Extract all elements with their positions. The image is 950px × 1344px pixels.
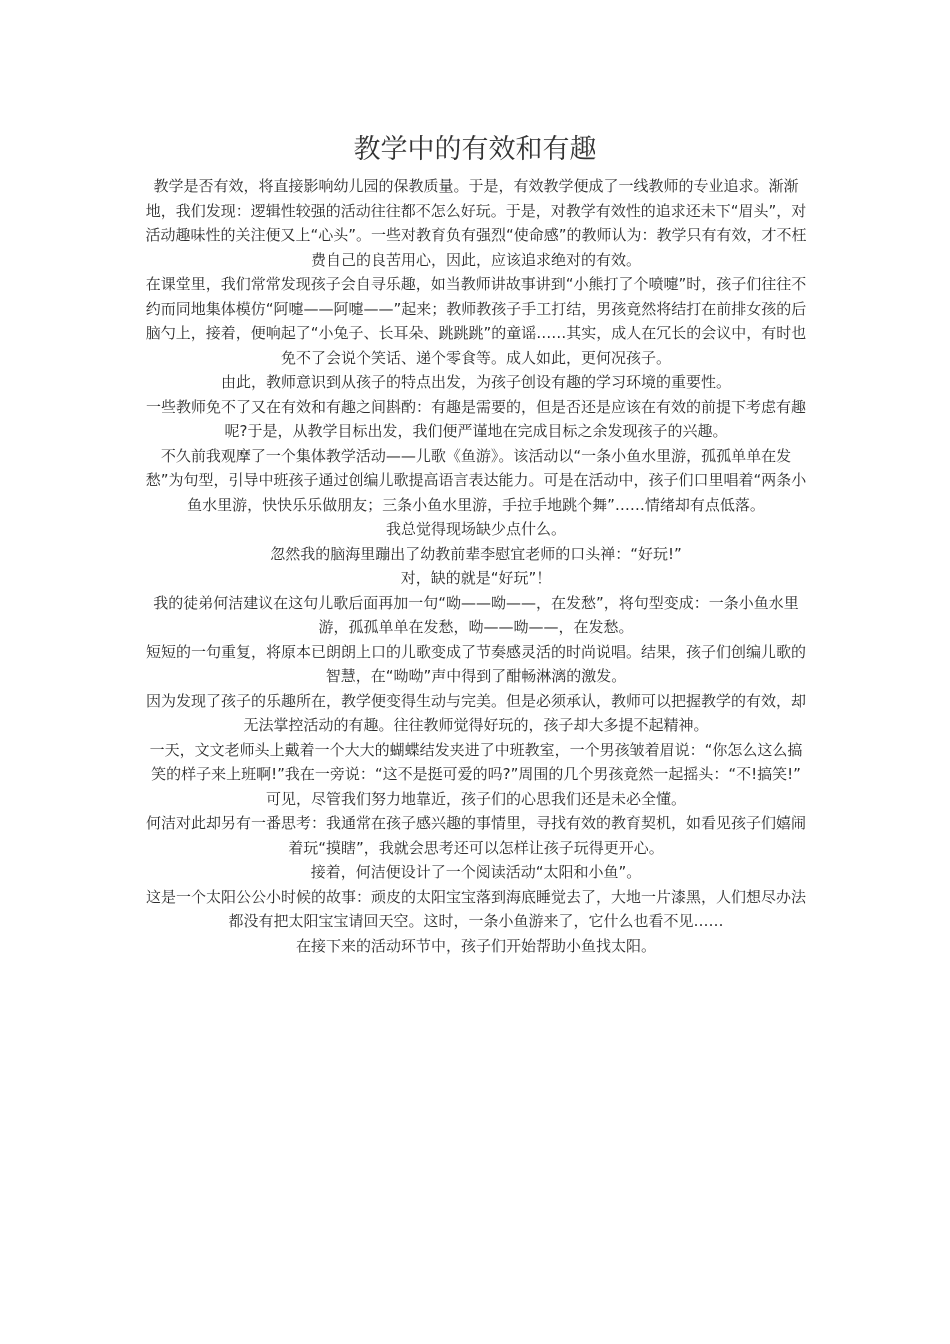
paragraph: 由此，教师意识到从孩子的特点出发，为孩子创设有趣的学习环境的重要性。 — [220, 373, 731, 391]
paragraph: 我总觉得现场缺少点什么。 — [385, 520, 566, 538]
document-body — [143, 174, 809, 958]
paragraph: 我的徒弟何洁建议在这句儿歌后面再加一句“呦——呦——，在发愁”，将句型变成：一条小鱼水里游，孤孤单单在发愁，呦——呦——，在发愁。 — [153, 593, 799, 636]
paragraph: 何洁对此却另有一番思考：我通常在孩子感兴趣的事情里，寻找有效的教育契机，如看见孩子们嬉闹着玩“摸瞎”，我就会思考还可以怎样让孩子玩得更开心。 — [145, 814, 806, 857]
paragraph: 接着，何洁便设计了一个阅读活动“太阳和小鱼”。 — [310, 863, 642, 881]
paragraph: 短短的一句重复，将原本已朗朗上口的儿歌变成了节奏感灵活的时尚说唱。结果，孩子们创编儿歌的智慧，在“呦呦”声中得到了酣畅淋漓的激发。 — [145, 642, 806, 685]
paragraph: 一些教师免不了又在有效和有趣之间斟酌：有趣是需要的，但是否还是应该在有效的前提下考虑有趣呢?于是，从教学目标出发，我们便严谨地在完成目标之余发现孩子的兴趣。 — [145, 397, 806, 440]
paragraph: 在接下来的活动环节中，孩子们开始帮助小鱼找太阳。 — [295, 936, 656, 955]
paragraph: 一天，文文老师头上戴着一个大大的蝴蝶结发夹进了中班教室，一个男孩皱着眉说：“你怎么这么搞笑的样子来上班啊!”我在一旁说：“这不是挺可爱的吗?”周围的几个男孩竟然一起摇头：“不!搞笑!” — [149, 740, 803, 783]
paragraph: 对，缺的就是“好玩”！ — [400, 569, 552, 587]
paragraph: 教学是否有效，将直接影响幼儿园的保教质量。于是，有效教学便成了一线教师的专业追求。渐渐地，我们发现：逻辑性较强的活动往往都不怎么好玩。于是，对教学有效性的追求还未下“眉头”，对活动趣味性的关注便又上“心头”。一些对教育负有强烈“使命感”的教师认为：教学只有有效，才不枉费自己的良苦用心，因此，应该追求绝对的有效。 — [145, 177, 807, 269]
paragraph: 这是一个太阳公公小时候的故事：顽皮的太阳宝宝落到海底睡觉去了，大地一片漆黑，人们想尽办法都没有把太阳宝宝请回天空。这时，一条小鱼游来了，它什么也看不见…… — [145, 887, 806, 930]
paragraph: 可见，尽管我们努力地靠近，孩子们的心思我们还是未必全懂。 — [265, 789, 686, 808]
paragraph: 在课堂里，我们常常发现孩子会自寻乐趣，如当教师讲故事讲到“小熊打了个喷嚏”时，孩子们往往不约而同地集体模仿“阿嚏——阿嚏——”起来；教师教孩子手工打结，男孩竟然将结打在前排女孩的后脑勺上，接着，便响起了“小兔子、长耳朵、跳跳跳”的童谣……其实，成人在冗长的会议中，有时也免不了会说个笑话、递个零食等。成人如此，更何况孩子。 — [145, 275, 807, 367]
paragraph: 因为发现了孩子的乐趣所在，教学便变得生动与完美。但是必须承认，教师可以把握教学的有效，却无法掌控活动的有趣。往往教师觉得好玩的，孩子却大多提不起精神。 — [145, 691, 806, 734]
paragraph: 忽然我的脑海里蹦出了幼教前辈李慰宜老师的口头禅：“好玩!” — [270, 544, 682, 563]
paragraph: 不久前我观摩了一个集体教学活动——儿歌《鱼游》。该活动以“一条小鱼水里游，孤孤单单在发愁”为句型，引导中班孩子通过创编儿歌提高语言表达能力。可是在活动中，孩子们口里唱着“两条小鱼水里游，快快乐乐做朋友；三条小鱼水里游，手拉手地跳个舞”……情绪却有点低落。 — [145, 446, 807, 514]
document-title: 教学中的有效和有趣 — [353, 134, 597, 165]
